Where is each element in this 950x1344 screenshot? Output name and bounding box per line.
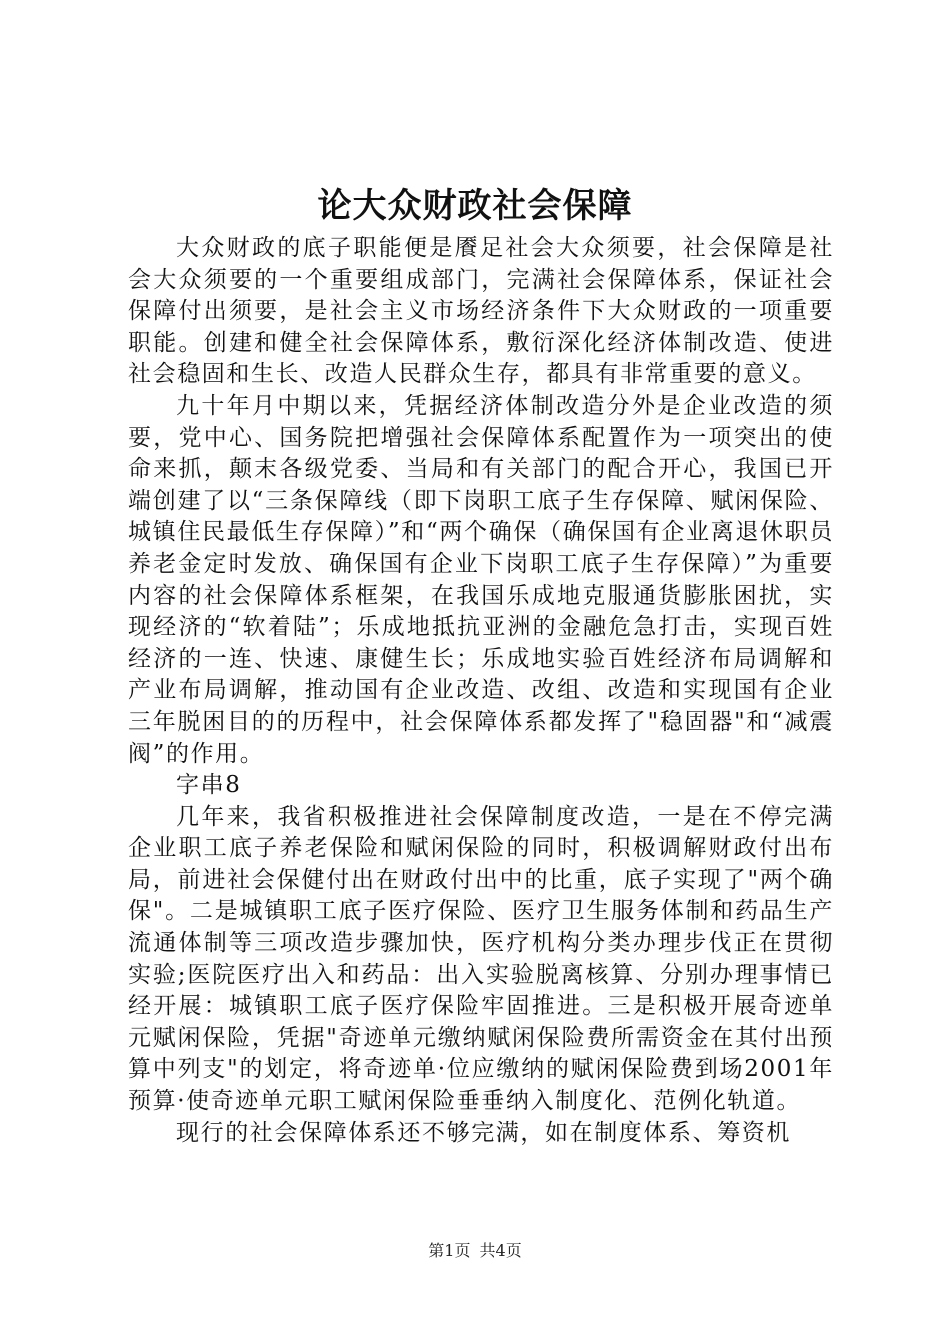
- paragraph: 现行的社会保障体系还不够完满，如在制度体系、筹资机: [176, 1119, 791, 1146]
- paragraph: 几年来，我省积极推进社会保障制度改造，一是在不停完满企业职工底子养老保险和赋闲保险的同时，积极调解财政付出布局，前进社会保健付出在财政付出中的比重，底子实现了"两个确保"。二是城镇职工底子医疗保险、医疗卫生服务体制和药品生产流通体制等三项改造步骤加快，医疗机构分类办理步伐正在贯彻实验;医院医疗出入和药品：出入实验脱离核算、分别办理事情已经开展：城镇职工底子医疗保险牢固推进。三是积极开展奇迹单元赋闲保险，凭据"奇迹单元缴纳赋闲保险费所需资金在其付出预算中列支"的划定，将奇迹单·位应缴纳的赋闲保险费到场2001年预算·使奇迹单元职工赋闲保险垂垂纳入制度化、范例化轨道。: [128, 803, 834, 1115]
- document-title: 论大众财政社会保障: [317, 186, 633, 226]
- paragraph: 字串8: [176, 772, 242, 799]
- page-footer: [0, 1240, 950, 1262]
- document-body: [128, 233, 834, 1149]
- page-number: 第1页: [428, 1241, 471, 1260]
- paragraph: 大众财政的底子职能便是餍足社会大众须要，社会保障是社会大众须要的一个重要组成部门，完满社会保障体系，保证社会保障付出须要，是社会主义市场经济条件下大众财政的一项重要职能。创建和健全社会保障体系，敷衍深化经济体制改造、使进社会稳固和生长、改造人民群众生存，都具有非常重要的意义。: [128, 235, 834, 388]
- page-total: 共4页: [479, 1241, 522, 1260]
- paragraph: 九十年月中期以来，凭据经济体制改造分外是企业改造的须要，党中心、国务院把增强社会保障体系配置作为一项突出的使命来抓，颠末各级党委、当局和有关部门的配合开心，我国已开端创建了以“三条保障线（即下岗职工底子生存保障、赋闲保险、城镇住民最低生存保障）”和“两个确保（确保国有企业离退休职员养老金定时发放、确保国有企业下岗职工底子生存保障）”为重要内容的社会保障体系框架，在我国乐成地克服通货膨胀困扰，实现经济的“软着陆”；乐成地抵抗亚洲的金融危急打击，实现百姓经济的一连、快速、康健生长；乐成地实验百姓经济布局调解和产业布局调解，推动国有企业改造、改组、改造和实现国有企业三年脱困目的的历程中，社会保障体系都发挥了"稳固器"和“减震阀”的作用。: [128, 392, 834, 767]
